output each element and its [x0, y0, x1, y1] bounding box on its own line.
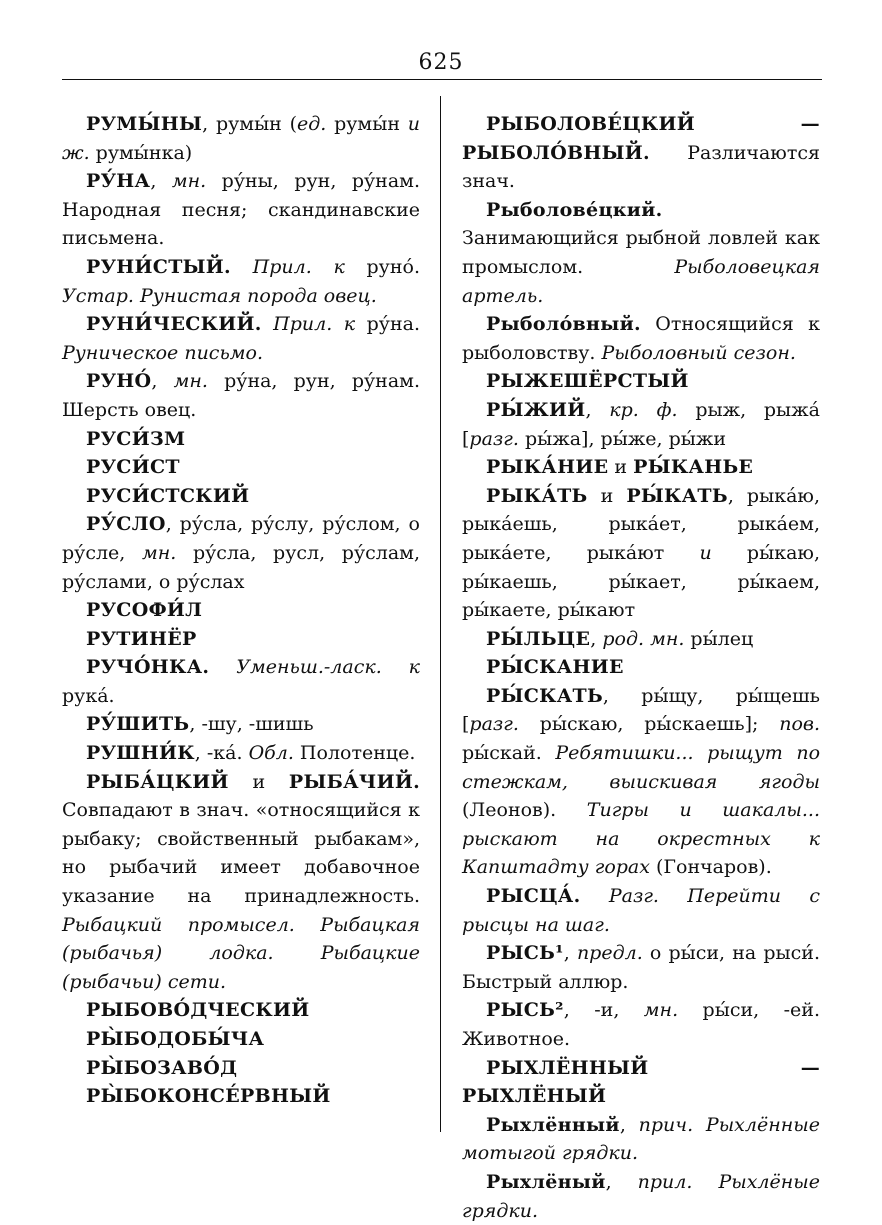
entry-italic: кр. ф.: [609, 398, 678, 421]
dictionary-entry: [462, 310, 820, 367]
dictionary-entry: [462, 453, 820, 482]
dictionary-entry: [62, 1025, 420, 1054]
entry-headword: РЫ́СКАТЬ: [486, 684, 603, 707]
left-column: [62, 110, 420, 1111]
dictionary-entry: [62, 482, 420, 511]
entry-headword: РЫСЬ²: [486, 999, 564, 1022]
entry-headword: РЫБОВО́ДЧЕСКИЙ: [86, 999, 310, 1022]
dictionary-entry: [462, 110, 820, 196]
dictionary-entry: [462, 682, 820, 882]
entry-text: Полотенце.: [293, 742, 416, 765]
entry-text: Занимающийся рыбной ловлей как промыслом.: [462, 227, 820, 278]
entry-text: и: [228, 770, 289, 793]
entry-headword: РЫ́ЖИЙ: [486, 398, 586, 421]
entry-text: ры́жа], ры́же, ры́жи: [518, 427, 727, 450]
entry-text: Различаются знач.: [462, 141, 820, 193]
dictionary-entry: [462, 482, 820, 625]
dictionary-entry: [62, 1082, 420, 1111]
dictionary-entry: [62, 367, 420, 424]
entry-text: ,: [605, 1170, 638, 1193]
dictionary-entry: [62, 710, 420, 739]
entry-text: , -и,: [563, 999, 644, 1022]
entry-headword: РЫ̀БОКОНСЕ́РВНЫЙ: [86, 1085, 331, 1108]
entry-headword: РЫБА́ЧИЙ.: [288, 770, 420, 793]
entry-headword: РЫ̀БОДОБЫ́ЧА: [86, 1028, 265, 1050]
entry-italic: Ребятишки... рыщут по стежкам, выискивая ягоды: [462, 742, 821, 793]
entry-text: руно́.: [344, 255, 421, 278]
dictionary-entry: [62, 996, 420, 1025]
entry-italic: мн.: [171, 170, 207, 193]
entry-headword: РУСИ́СТСКИЙ: [86, 484, 250, 507]
entry-italic: Уменьш.-ласк. к: [236, 656, 420, 679]
entry-text: о ры́си, на рыси́. Быстрый аллюр.: [462, 942, 820, 993]
entry-headword: Рыболове́цкий.: [486, 198, 663, 221]
dictionary-entry: [62, 310, 420, 367]
entry-headword: РЫКА́НИЕ: [486, 456, 609, 479]
entry-headword: РЫБА́ЦКИЙ: [86, 770, 229, 793]
page-number: 625: [418, 50, 464, 75]
entry-headword: РЫ̀БОЗАВО́Д: [86, 1056, 238, 1079]
column-divider: [440, 96, 441, 1132]
entry-headword: РУСИ́СТ: [86, 456, 180, 479]
entry-italic: Разг. Перейти с рысцы на шаг.: [462, 885, 820, 936]
entry-headword: РЫБОЛОВЕ́ЦКИЙ — РЫБОЛО́ВНЫЙ.: [462, 113, 820, 164]
dictionary-entry: [462, 653, 820, 682]
entry-text: ру́на.: [355, 313, 420, 336]
entry-text: румы́нка): [89, 141, 193, 164]
dictionary-entry: [462, 882, 820, 939]
entry-italic: Устар. Рунистая порода овец.: [62, 284, 377, 307]
entry-italic: разг.: [469, 427, 519, 450]
entry-headword: РУНИ́ЧЕСКИЙ.: [86, 313, 262, 336]
entry-headword: РУ́ШИТЬ: [86, 713, 190, 736]
entry-text: , -ка́.: [194, 742, 249, 765]
right-column: [462, 110, 820, 1225]
entry-text: ры́каю, ры́каешь, ры́кает, ры́каем, ры́каете, ры́кают: [462, 541, 820, 622]
dictionary-entry: [62, 739, 420, 768]
dictionary-entry: [462, 1054, 820, 1111]
entry-text: ,: [590, 627, 603, 650]
entry-headword: РЫ́СКАНИЕ: [486, 656, 624, 679]
dictionary-entry: [62, 510, 420, 596]
dictionary-entry: [62, 167, 420, 253]
entry-italic: Руническое письмо.: [62, 341, 264, 364]
entry-text: рыж, рыжа́ [: [462, 398, 820, 450]
dictionary-entry: [62, 596, 420, 625]
entry-text: , ру́сла, ру́слу, ру́слом, о ру́сле,: [62, 513, 420, 564]
entry-headword: РУСИ́ЗМ: [86, 427, 186, 450]
entry-text: (Леонов).: [462, 799, 587, 822]
dictionary-entry: [62, 625, 420, 654]
entry-text: ру́на, рун, ру́нам. Шерсть овец.: [62, 370, 420, 421]
entry-text: ру́сла, русл, ру́слам, ру́слами, о ру́слах: [62, 541, 420, 593]
entry-italic: и: [699, 541, 712, 564]
entry-headword: РУНИ́СТЫЙ.: [86, 255, 231, 278]
entry-text: и: [608, 456, 634, 479]
entry-headword: РЫ́ЛЬЦЕ: [486, 627, 591, 650]
entry-headword: Рыхлённый: [486, 1113, 620, 1136]
entry-headword: РЫ́КАНЬЕ: [633, 456, 754, 479]
entry-italic: предл.: [576, 942, 643, 965]
entry-headword: РУЧО́НКА.: [86, 656, 210, 679]
dictionary-entry: [462, 1111, 820, 1168]
entry-italic: Рыболовный сезон.: [601, 341, 796, 364]
dictionary-entry: [62, 425, 420, 454]
entry-headword: РУНО́: [86, 370, 152, 393]
entry-text: ры́скай.: [462, 742, 556, 765]
entry-headword: РЫСЬ¹: [486, 942, 564, 965]
entry-text: , рыка́ю, рыка́ешь, рыка́ет, рыка́ем, рыка́ете, рыка́ют: [462, 484, 820, 564]
entry-text: , ры́щу, ры́щешь [: [462, 684, 820, 736]
entry-italic: мн.: [173, 370, 208, 393]
dictionary-entry: [462, 396, 820, 453]
entry-text: Относящийся к рыболовству.: [462, 313, 820, 364]
entry-italic: Рыболовецкая артель.: [462, 255, 820, 307]
entry-italic: разг.: [469, 713, 519, 736]
entry-italic: и ж.: [62, 113, 420, 164]
entry-italic: прил. Рыхлёные грядки.: [462, 1170, 820, 1222]
dictionary-entry: [62, 110, 420, 167]
entry-headword: РЫКА́ТЬ: [486, 484, 588, 507]
entry-text: [209, 656, 236, 678]
entry-italic: мн.: [643, 999, 679, 1022]
entry-text: румы́н: [326, 113, 408, 135]
entry-text: [581, 885, 609, 907]
entry-headword: Рыболо́вный.: [486, 313, 641, 336]
dictionary-entry: [62, 653, 420, 710]
entry-text: ,: [585, 398, 610, 421]
entry-headword: РУ́НА: [86, 170, 151, 193]
entry-text: ру́ны, рун, ру́нам. Народная песня; скандинавские письмена.: [62, 170, 420, 250]
entry-text: Совпадают в знач. «относящийся к рыбаку; свойственный рыбакам», но рыбачий имеет добавочное указание на принадлежность.: [62, 799, 420, 908]
entry-text: ,: [619, 1113, 639, 1136]
entry-italic: род. мн.: [602, 627, 685, 650]
entry-italic: прич. Рыхлённые мотыгой грядки.: [462, 1113, 820, 1165]
header-rule: [62, 79, 822, 80]
entry-italic: мн.: [142, 541, 177, 564]
dictionary-entry: [62, 1054, 420, 1083]
entry-headword: РУШНИ́К: [86, 742, 195, 765]
dictionary-entry: [462, 996, 820, 1053]
dictionary-entry: [462, 939, 820, 996]
entry-headword: РЫ́КАТЬ: [626, 484, 728, 507]
entry-italic: Обл.: [248, 742, 294, 765]
entry-headword: РУСОФИ́Л: [86, 599, 203, 622]
entry-headword: РЫЖЕШЁРСТЫЙ: [486, 370, 689, 393]
entry-italic: Прил. к: [273, 313, 356, 336]
dictionary-entry: [462, 367, 820, 396]
entry-text: [262, 313, 274, 335]
entry-italic: Тигры и шакалы... рыскают на окрестных к Капштадту горах: [462, 799, 820, 879]
dictionary-entry: [62, 453, 420, 482]
entry-text: ры́си, -ей. Животное.: [462, 999, 820, 1050]
entry-italic: Прил. к: [252, 255, 345, 278]
entry-text: , -шу, -шишь: [189, 713, 314, 736]
entry-text: ры́скаю, ры́скаешь];: [518, 713, 780, 736]
dictionary-entry: [462, 196, 820, 310]
entry-headword: РУМЫ́НЫ: [86, 113, 203, 135]
entry-headword: РЫХЛЁННЫЙ — РЫХЛЁНЫЙ: [462, 1056, 820, 1108]
entry-italic: ед.: [297, 113, 327, 135]
entry-text: ,: [151, 370, 174, 393]
dictionary-entry: [462, 1168, 820, 1225]
entry-headword: РЫСЦА́.: [486, 885, 581, 908]
entry-text: рука́.: [62, 684, 115, 707]
dictionary-entry: [462, 625, 820, 654]
entry-text: (Гончаров).: [649, 856, 772, 879]
entry-italic: пов.: [779, 713, 820, 736]
entry-headword: РУТИНЁР: [86, 627, 197, 650]
entry-text: [231, 256, 253, 278]
entry-text: , румы́н (: [202, 113, 298, 135]
entry-italic: Рыбацкий промысел. Рыбацкая (рыбачья) лодка. Рыбацкие (рыбачьи) сети.: [62, 913, 420, 993]
dictionary-entry: [62, 253, 420, 310]
entry-text: и: [587, 484, 627, 507]
entry-headword: РУ́СЛО: [86, 513, 166, 536]
dictionary-entry: [62, 768, 420, 997]
entry-text: ,: [150, 170, 172, 193]
entry-text: ,: [563, 942, 577, 965]
entry-text: ры́лец: [684, 627, 754, 650]
entry-headword: Рыхлёный: [486, 1170, 606, 1193]
